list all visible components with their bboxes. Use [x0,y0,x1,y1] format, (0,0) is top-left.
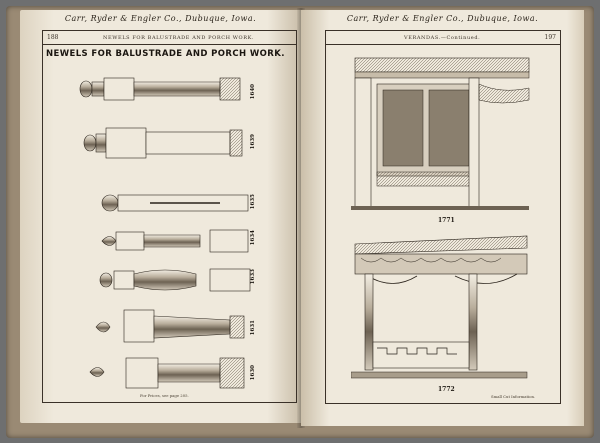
left-page [20,10,301,423]
newel-number: 1639 [250,134,256,150]
left-header-text: NEWELS FOR BALUSTRADE AND PORCH WORK. [103,35,255,41]
page-title: NEWELS FOR BALUSTRADE AND PORCH WORK. [46,49,285,59]
left-running-head: Carr, Ryder & Engler Co., Dubuque, Iowa. [64,14,257,23]
newel-1639 [84,128,242,158]
newel-1640 [80,78,240,100]
newel-number: 1633 [250,269,256,285]
figure-number: 1771 [438,217,455,224]
right-page [301,10,584,426]
right-header-text: VERANDAS.—Continued. [404,35,481,41]
newel-1630 [90,358,244,388]
veranda-1772-illustration [351,232,531,382]
left-page-number: 188 [47,34,59,41]
newel-number: 1634 [250,230,256,246]
newel-number: 1630 [250,365,256,381]
figure-number: 1772 [438,386,455,393]
newel-1635 [102,195,248,211]
left-footer: For Prices, see page 205. [140,393,189,398]
newel-number: 1640 [250,84,256,100]
veranda-1771-illustration [351,54,531,214]
newel-illustrations [70,70,260,390]
newel-number: 1631 [250,320,256,336]
newel-1634 [102,230,248,252]
newel-1631 [96,310,244,342]
newel-number: 1635 [250,194,256,210]
right-page-number: 197 [544,34,556,41]
right-footer: Small Cut Information. [491,394,536,399]
right-running-head: Carr, Ryder & Engler Co., Dubuque, Iowa. [346,14,539,23]
newel-1633 [100,269,250,291]
